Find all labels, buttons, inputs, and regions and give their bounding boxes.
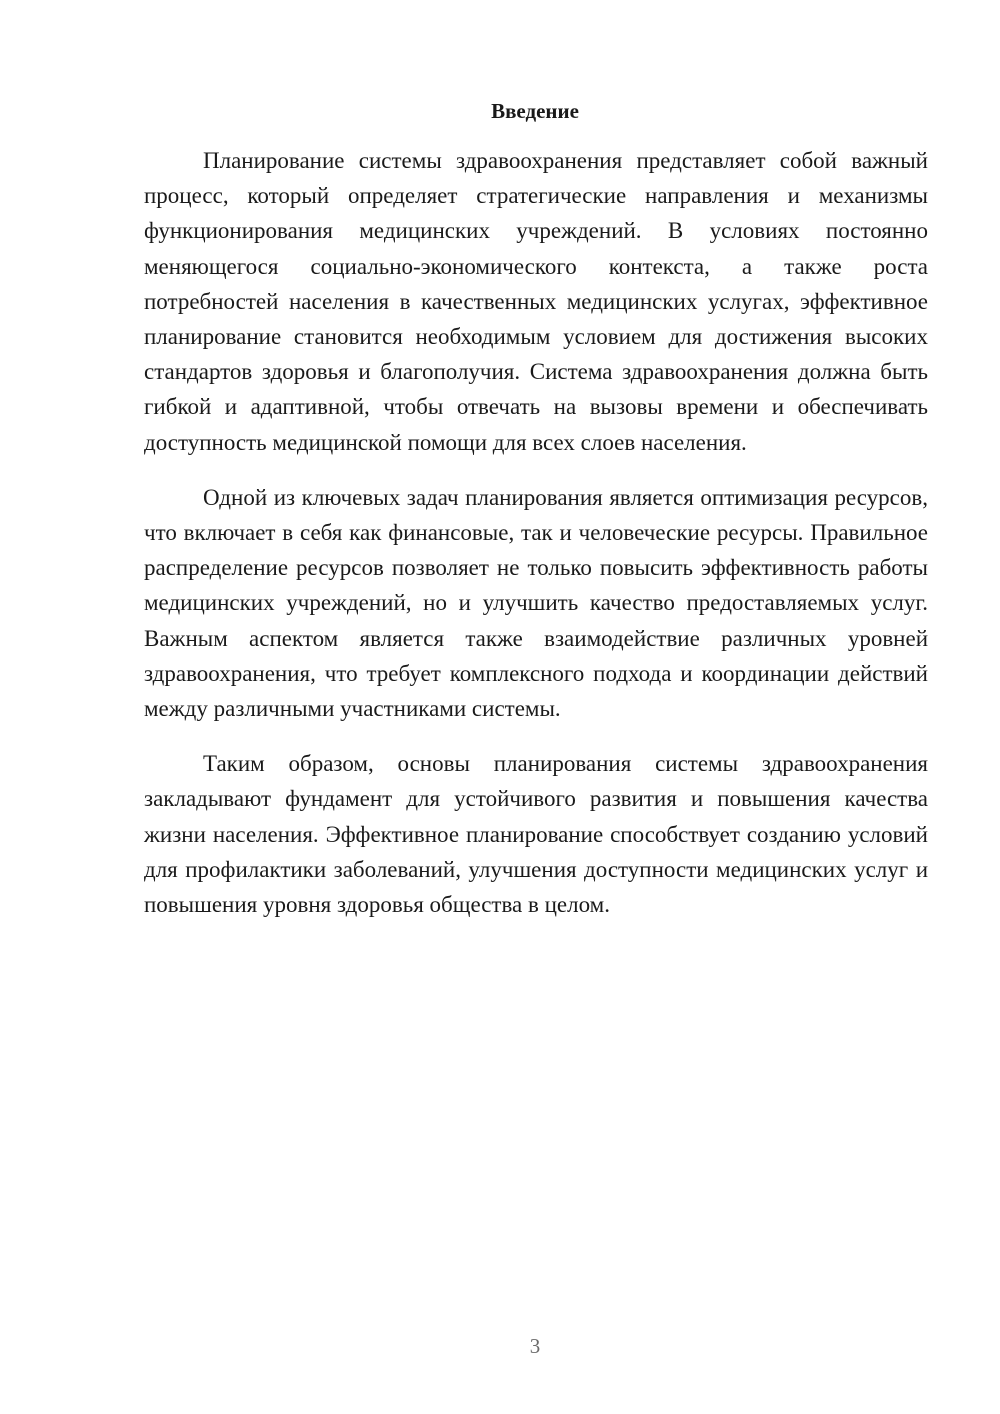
page-number: 3 [529, 1334, 541, 1358]
section-heading: Введение [491, 99, 579, 123]
paragraph: Планирование системы здравоохранения представляет собой важный процесс, который определяет стратегические направления и механизмы функционирования медицинских учреждений. В условиях постоянно меняющегося социально-экономического контекста, а также роста потребностей населения в качественных медицинских услугах, эффективное планирование становится необходимым условием для достижения высоких стандартов здоровья и благополучия. Система здравоохранения должна быть гибкой и адаптивной, чтобы отвечать на вызовы времени и обеспечивать доступность медицинской помощи для всех слоев населения. [144, 148, 928, 455]
body-text [144, 143, 928, 942]
paragraph: Одной из ключевых задач планирования является оптимизация ресурсов, что включает в себя как финансовые, так и человеческие ресурсы. Правильное распределение ресурсов позволяет не только повысить эффективность работы медицинских учреждений, но и улучшить качество предоставляемых услуг. Важным аспектом является также взаимодействие различных уровней здравоохранения, что требует комплексного подхода и координации действий между различными участниками системы. [144, 484, 928, 722]
paragraph: Таким образом, основы планирования системы здравоохранения закладывают фундамент для устойчивого развития и повышения качества жизни населения. Эффективное планирование способствует созданию условий для профилактики заболеваний, улучшения доступности медицинских услуг и повышения уровня здоровья общества в целом. [144, 751, 928, 918]
